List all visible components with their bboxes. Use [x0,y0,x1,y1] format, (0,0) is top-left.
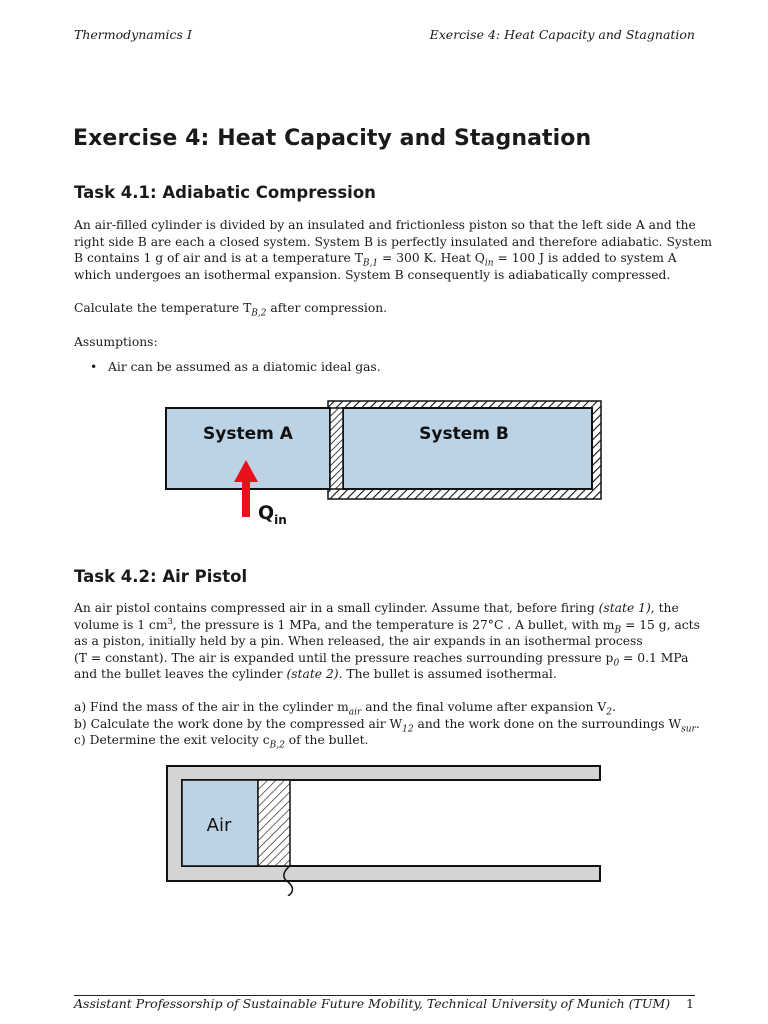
text-line: right side B are each a closed system. System B is perfectly insulated and therefore adiabatic. System [74,234,713,249]
exercise-title: Exercise 4: Heat Capacity and Stagnation [73,126,592,151]
task-4-1-calculate: Calculate the temperature $T_{B,2}$ after compression. [74,301,388,319]
text-line: volume is 1 $cm^3$, the pressure is 1 MPa, and the temperature is 27°C . A bullet, with $m_B = 15$ g, acts [74,616,700,635]
footer-affiliation: Assistant Professorship of Sustainable Future Mobility, Technical University of Munich (TUM) [74,996,671,1011]
assumption-text: Air can be assumed as a diatomic ideal gas. [108,360,381,374]
text-line: (T = constant). The air is expanded until the pressure reaches surrounding pressure $p_0 = 0.1$ MPa [74,650,689,668]
text-line: which undergoes an isothermal expansion. System B consequently is adiabatically compressed. [74,267,671,282]
question-a: a) Find the mass of the air in the cylinder $m_{air}$ and the final volume after expansion $V_2$. [74,700,616,718]
system-a-label: System A [203,424,293,444]
air-pistol-diagram [160,760,608,896]
text-line: and the bullet leaves the cylinder (state 2). The bullet is assumed isothermal. [74,667,557,681]
question-b: b) Calculate the work done by the compressed air $W_{12}$ and the work done on the surroundings $W_{sur}$. [74,716,700,734]
bullet-piston [258,780,290,866]
text-line: B contains 1 g of air and is at a temperature $T_{B,1} = 300$ K. Heat $Q_{in} = 100$ J is added to system A [74,251,677,269]
text-line: as a piston, initially held by a pin. When released, the air expands in an isothermal process [74,634,643,648]
task-4-1-heading: Task 4.1: Adiabatic Compression [74,183,376,202]
task-4-2-heading: Task 4.2: Air Pistol [74,567,248,586]
heat-label: $Q_{in}$ [258,502,287,527]
system-b-region [343,408,592,489]
page-number: 1 [686,996,694,1011]
air-label: Air [206,815,232,836]
cylinder-piston-diagram [150,398,610,530]
running-header-exercise: Exercise 4: Heat Capacity and Stagnation [429,27,695,42]
task-4-1-description [74,217,713,283]
task-4-2-questions [74,699,700,751]
assumptions-label: Assumptions: [74,335,158,349]
task-4-2-description [74,600,700,683]
system-b-label: System B [419,424,509,444]
running-header-course: Thermodynamics I [74,27,192,42]
piston [330,408,343,489]
text-line: An air pistol contains compressed air in a small cylinder. Assume that, before firing (state 1), the [74,601,679,615]
text-line: An air-filled cylinder is divided by an insulated and frictionless piston so that the left side A and the [74,218,696,232]
bullet-icon: • [90,360,98,374]
assumption-item [92,360,381,374]
question-c: c) Determine the exit velocity $c_{B,2}$ of the bullet. [74,733,369,751]
